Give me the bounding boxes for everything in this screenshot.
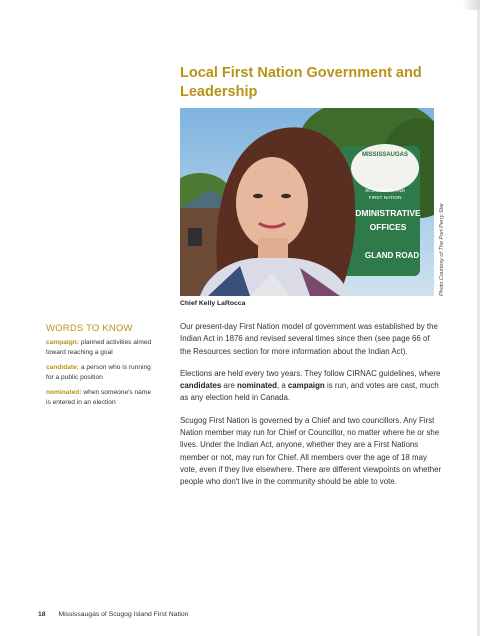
keyword-nominated: nominated: [237, 381, 277, 391]
sign-text-4: DMINISTRATIVE: [355, 208, 421, 218]
keyword-campaign: campaign: [287, 381, 325, 391]
sign-text-2: SCUGOG ISLAND: [365, 189, 405, 194]
page-number: 18: [38, 611, 46, 618]
paragraph-2-part-c: are: [221, 381, 238, 391]
sign-text-3: FIRST NATION: [368, 196, 402, 201]
sign-text-6: GLAND ROAD: [364, 251, 420, 260]
definition-candidate: [46, 363, 154, 382]
page-title: Local First Nation Government and Leadership: [180, 65, 422, 100]
definition-campaign: [46, 338, 154, 357]
term-candidate: candidate:: [46, 364, 79, 371]
photo-caption: Chief Kelly LaRocca: [180, 300, 246, 307]
words-to-know-list: [46, 338, 154, 413]
paragraph-2: [180, 368, 442, 405]
term-nominated: nominated:: [46, 389, 82, 396]
paragraph-2-part-d: , a: [276, 381, 288, 391]
paragraph-3: Scugog First Nation is governed by a Chief and two councillors. Any First Nation member may run for Chief or Councillor, no matter where he or she lives. Under the Indian Act, anyone, whether they are a First Nations member or not, may run for Chief. All members over the age of 18 may vote, even if they live elsewhere. There are different viewpoints on whether people who don't live in the community should be able to vote.: [180, 415, 442, 487]
chief-photo: [180, 108, 434, 296]
definition-text-nominated: when someone's name is entered in an election: [46, 389, 151, 406]
footer-text: Mississaugas of Scugog Island First Nation: [58, 611, 189, 618]
words-to-know-heading: WORDS TO KNOW: [46, 323, 133, 334]
photo-credit: Photo Courtesy of The Port Perry Star: [439, 203, 445, 296]
definition-text-candidate: a person who is running for a public position: [46, 364, 151, 381]
body-text: [180, 321, 442, 499]
definition-text-campaign: planned activities aimed toward reaching a goal: [46, 339, 152, 356]
page-corner: [462, 0, 480, 10]
sign-text-5: OFFICES: [369, 222, 407, 232]
paragraph-2-part-e: is run, and votes are cast, much as any election held in Canada.: [180, 381, 439, 403]
definition-nominated: [46, 388, 154, 407]
keyword-candidates: candidates: [180, 381, 222, 391]
paragraph-1: Our present-day First Nation model of government was established by the Indian Act in 1876 and revised several times since then (see page 66 of the Resources section for more information about the Indian Act).: [180, 322, 438, 356]
term-campaign: campaign:: [46, 339, 79, 346]
sign-text-1: MISSISSAUGAS: [361, 152, 409, 158]
paragraph-2-part-a: Elections are held every two years. They follow CIRNAC guidelines, where: [180, 368, 441, 378]
page-footer: [38, 611, 188, 618]
